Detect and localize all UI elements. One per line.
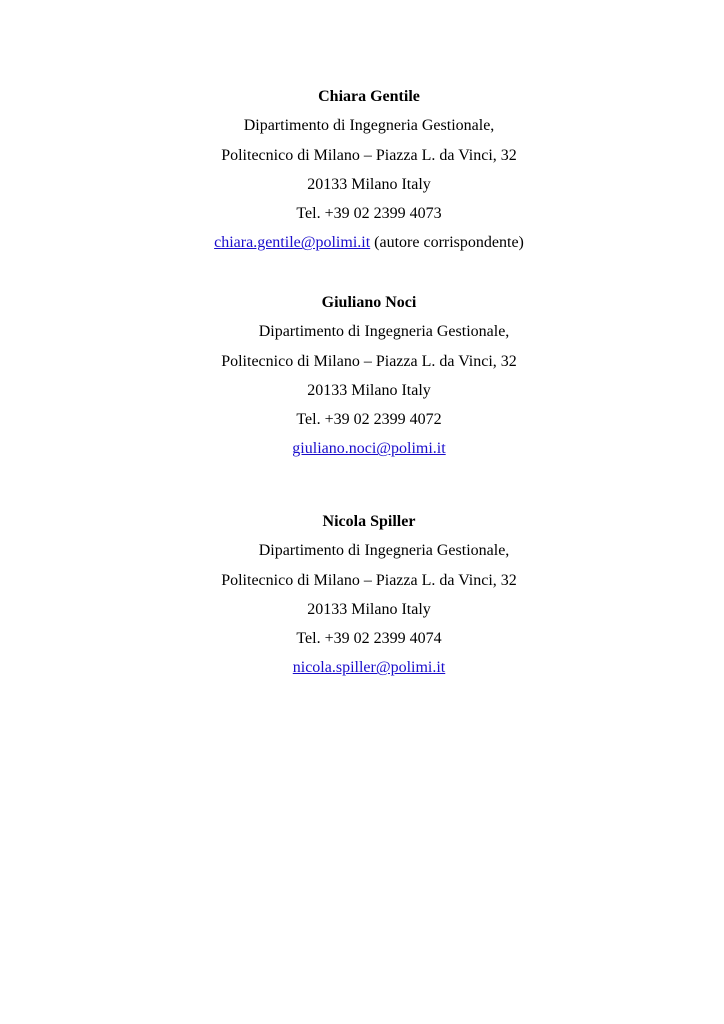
contact-city: 20133 Milano Italy	[307, 600, 431, 618]
contact-block-spiller	[0, 507, 724, 683]
contact-city: 20133 Milano Italy	[307, 175, 431, 193]
email-link[interactable]: nicola.spiller@polimi.it	[292, 659, 446, 677]
contact-block-noci	[0, 288, 724, 464]
contact-department: Dipartimento di Ingegneria Gestionale,	[243, 117, 495, 135]
email-link[interactable]: chiara.gentile@polimi.it	[214, 234, 371, 252]
contact-address: Politecnico di Milano – Piazza L. da Vinci, 32	[221, 571, 517, 589]
contact-name: Giuliano Noci	[321, 294, 417, 311]
contact-phone: Tel. +39 02 2399 4072	[296, 411, 442, 429]
contact-name: Nicola Spiller	[322, 513, 416, 530]
contact-name: Chiara Gentile	[318, 88, 420, 105]
contact-department: Dipartimento di Ingegneria Gestionale,	[258, 542, 510, 560]
contact-phone: Tel. +39 02 2399 4074	[296, 630, 442, 648]
contact-email-line	[0, 434, 724, 463]
contact-phone: Tel. +39 02 2399 4073	[296, 205, 442, 223]
contact-email-line	[0, 653, 724, 682]
email-link[interactable]: giuliano.noci@polimi.it	[292, 440, 446, 458]
contact-address: Politecnico di Milano – Piazza L. da Vinci, 32	[221, 146, 517, 164]
contact-address: Politecnico di Milano – Piazza L. da Vinci, 32	[221, 352, 517, 370]
contact-block-gentile	[0, 82, 724, 258]
contact-email-line	[0, 228, 724, 257]
contact-city: 20133 Milano Italy	[307, 381, 431, 399]
contact-department: Dipartimento di Ingegneria Gestionale,	[258, 323, 510, 341]
email-note: (autore corrispondente)	[370, 234, 524, 252]
